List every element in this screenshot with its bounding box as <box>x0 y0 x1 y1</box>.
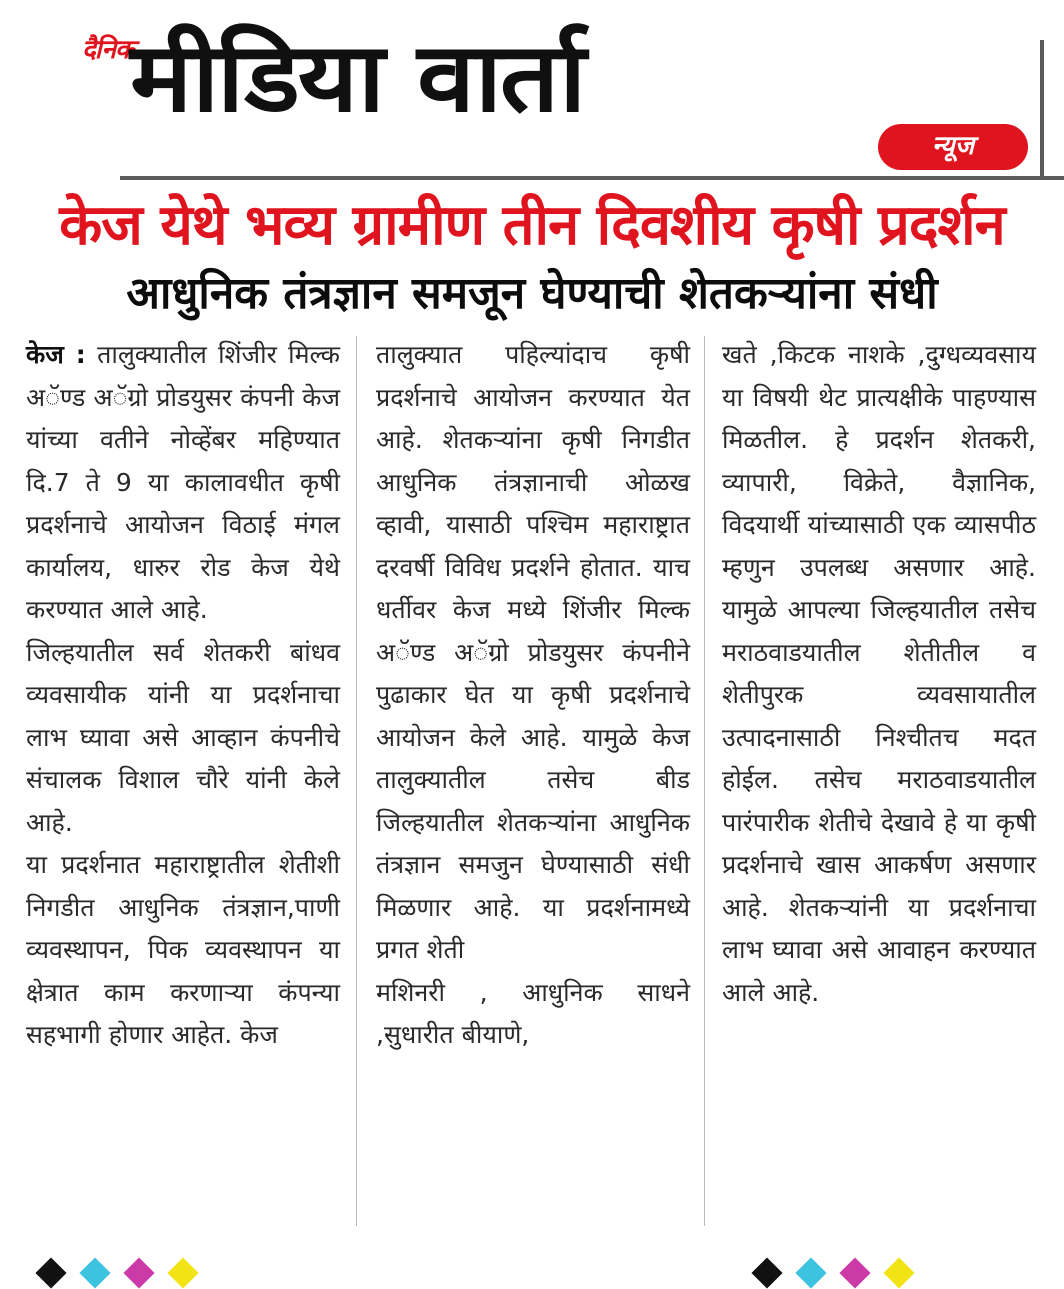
newspaper-logo: मीडिया वार्ता <box>130 21 585 134</box>
headline: केज येथे भव्य ग्रामीण तीन दिवशीय कृषी प्रदर्शन <box>59 193 1005 258</box>
column-divider <box>704 336 705 1226</box>
column-divider <box>356 336 357 1226</box>
print-registration-marks <box>756 1262 910 1284</box>
article-paragraph: जिल्हयातील सर्व शेतकरी बांधव व्यवसायीक यांनी या प्रदर्शनाचा लाभ घ्यावा असे आव्हान कंपनीचे संचालक विशाल चौरे यांनी केले आहे. <box>26 637 340 837</box>
masthead <box>0 0 1064 190</box>
registration-mark <box>167 1257 198 1288</box>
paragraph-text: तालुक्यातील शिंजीर मिल्क अॅण्ड अॅग्रो प्रोडयुसर कंपनी केज यांच्या वतीने नोव्हेंबर महिण्यात दि.7 ते 9 या कालावधीत कृषी प्रदर्शनाचे आयोजन विठाई मंगल कार्यालय, धारुर रोड केज येथे करण्यात आले आहे. <box>26 340 340 624</box>
article-paragraph <box>26 334 340 632</box>
article-paragraph: खते ,किटक नाशके ,दुग्धव्यवसाय या विषयी थेट प्रात्यक्षीके पाहण्यास मिळतील. हे प्रदर्शन शेतकरी, व्यापारी, विक्रेते, वैज्ञानिक, विदयार्थी यांच्यासाठी एक व्यासपीठ म्हणुन उपलब्ध असणार आहे. यामुळे आपल्या जिल्हयातील तसेच मराठवाडयातील शेतीतील व शेतीपुरक व्यवसायातील उत्पादनासाठी निश्चीतच मदत होईल. तसेच मराठवाडयातील पारंपारीक शेतीचे देखावे हे या कृषी प्रदर्शनाचे खास आकर्षण असणार आहे. शेतकऱ्यांनी या प्रदर्शनाचा लाभ घ्यावा असे आवाहन करण्यात आले आहे. <box>722 340 1036 1007</box>
registration-mark <box>839 1257 870 1288</box>
masthead-rule-horizontal <box>120 176 1064 180</box>
registration-mark <box>883 1257 914 1288</box>
registration-mark <box>35 1257 66 1288</box>
article-paragraph: तालुक्यात पहिल्यांदाच कृषी प्रदर्शनाचे आयोजन करण्यात येत आहे. शेतकऱ्यांना कृषी निगडीत आधुनिक तंत्रज्ञानाची ओळख व्हावी, यासाठी पश्चिम महाराष्ट्रात दरवर्षी विविध प्रदर्शने होतात. याच धर्तीवर केज मध्ये शिंजीर मिल्क अॅण्ड अॅग्रो प्रोडयुसर कंपनीने पुढाकार घेत या कृषी प्रदर्शनाचे आयोजन केले आहे. यामुळे केज तालुक्यातील तसेच बीड जिल्हयातील शेतकऱ्यांना आधुनिक तंत्रज्ञान समजुन घेण्यासाठी संधी मिळणार आहे. या प्रदर्शनामध्ये प्रगत शेती <box>376 340 690 964</box>
article-column-2 <box>376 334 690 1057</box>
print-registration-marks <box>40 1262 194 1284</box>
article-paragraph: या प्रदर्शनात महाराष्ट्रातील शेतीशी निगडीत आधुनिक तंत्रज्ञान,पाणी व्यवस्थापन, पिक व्यवस्थापन या क्षेत्रात काम करणाऱ्या कंपन्या सहभागी होणार आहेत. केज <box>26 850 340 1049</box>
masthead-pretitle: दैनिक <box>82 35 134 65</box>
registration-mark <box>795 1257 826 1288</box>
article-column-1 <box>26 334 340 1057</box>
article-column-3 <box>722 334 1036 1014</box>
registration-mark <box>751 1257 782 1288</box>
article-paragraph: मशिनरी , आधुनिक साधने ,सुधारीत बीयाणे, <box>376 977 690 1049</box>
subheadline: आधुनिक तंत्रज्ञान समजून घेण्याची शेतकऱ्यांना संधी <box>126 268 938 319</box>
registration-mark <box>123 1257 154 1288</box>
dateline: केज : <box>26 340 86 369</box>
registration-mark <box>79 1257 110 1288</box>
news-badge: न्यूज <box>878 124 1028 170</box>
masthead-rule-vertical <box>1040 40 1044 180</box>
